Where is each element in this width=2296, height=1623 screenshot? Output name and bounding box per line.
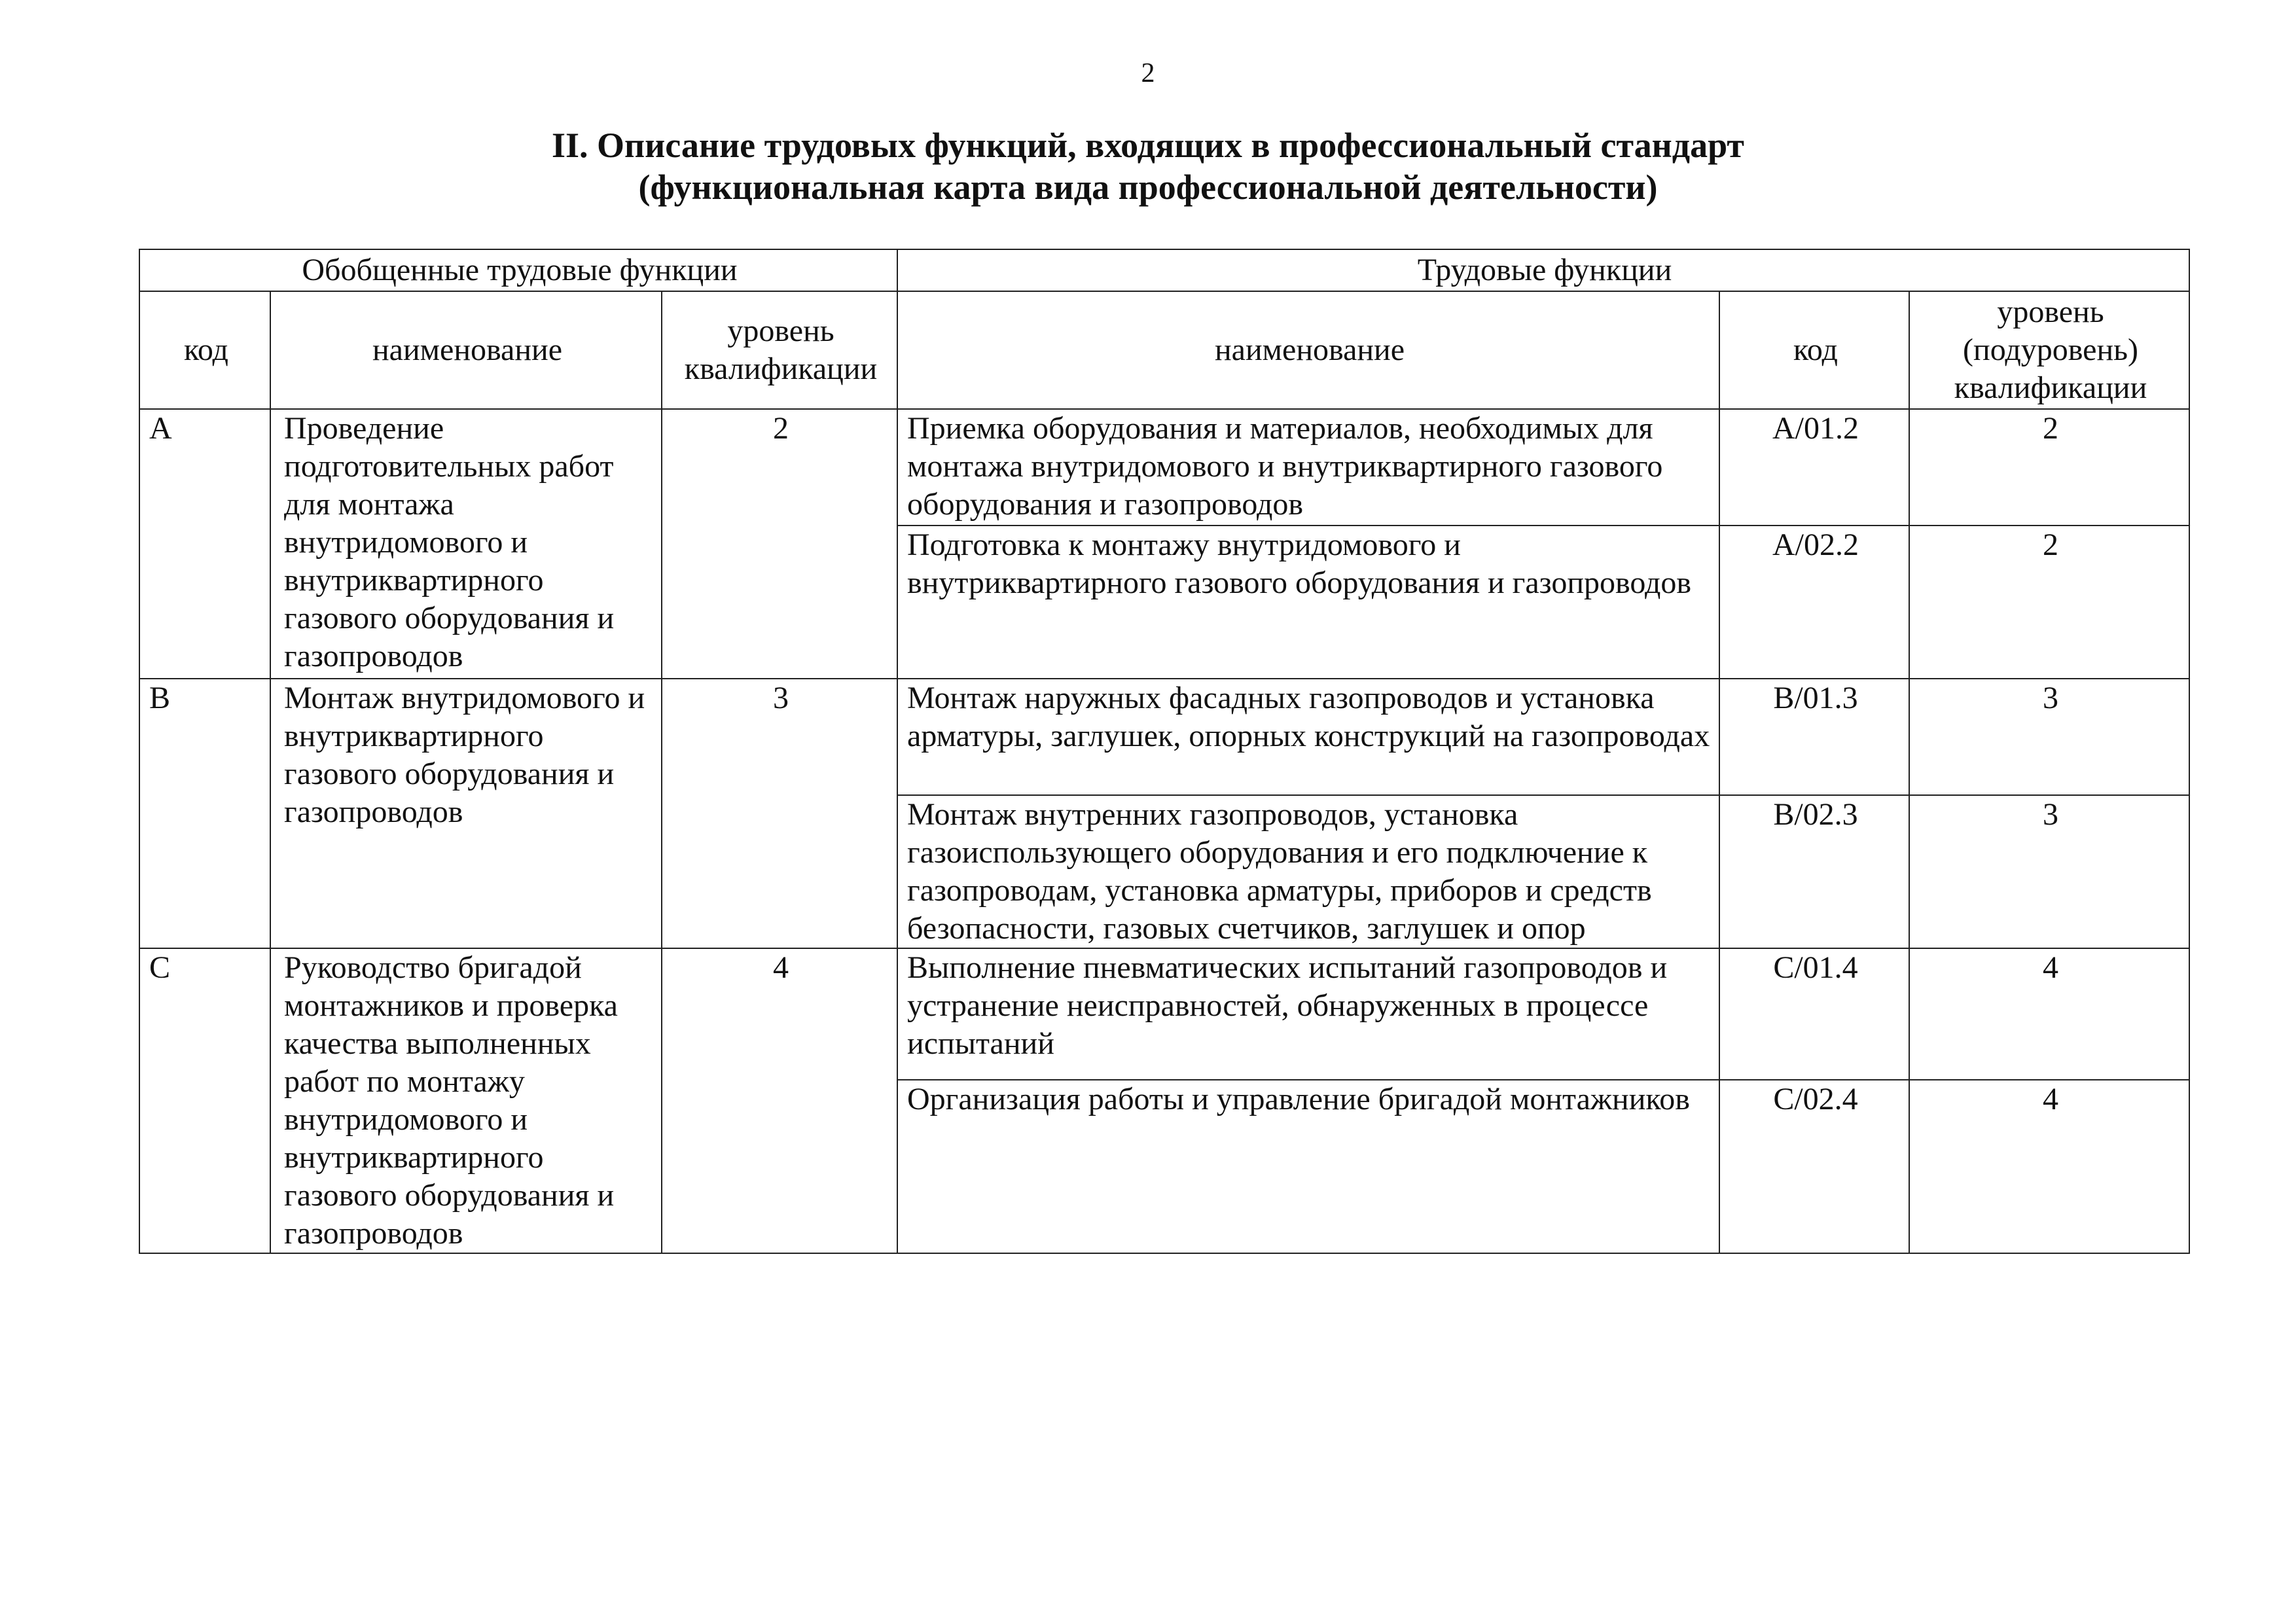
header-generalized-functions: Обобщенные трудовые функции	[139, 249, 897, 291]
tf-name-cell: Монтаж наружных фасадных газопроводов и установка арматуры, заглушек, опорных конструкций на газопроводах	[897, 679, 1719, 795]
gen-name-cell: Монтаж внутридомового и внутриквартирного газового оборудования и газопроводов	[270, 679, 662, 948]
tf-level-cell: 4	[1909, 948, 2189, 1080]
header-gen-level: уровень квалификации	[662, 291, 897, 409]
tf-name-cell: Приемка оборудования и материалов, необходимых для монтажа внутридомового и внутриквартирного газового оборудования и газопроводов	[897, 409, 1719, 526]
tf-code-cell: B/02.3	[1719, 795, 1909, 948]
tf-level-cell: 2	[1909, 526, 2189, 679]
gen-level-cell: 2	[662, 409, 897, 679]
tf-code-cell: B/01.3	[1719, 679, 1909, 795]
tf-code-cell: C/02.4	[1719, 1080, 1909, 1253]
tf-name-cell: Организация работы и управление бригадой монтажников	[897, 1080, 1719, 1253]
header-tf-name: наименование	[897, 291, 1719, 409]
table-row	[139, 679, 2189, 795]
tf-name-cell: Монтаж внутренних газопроводов, установка газоиспользующего оборудования и его подключение к газопроводам, установка арматуры, приборов и средств безопасности, газовых счетчиков, заглушек и опор	[897, 795, 1719, 948]
tf-level-cell: 3	[1909, 795, 2189, 948]
tf-name-cell: Подготовка к монтажу внутридомового и внутриквартирного газового оборудования и газопроводов	[897, 526, 1719, 679]
header-tf-code: код	[1719, 291, 1909, 409]
gen-code-cell: B	[139, 679, 270, 948]
gen-level-cell: 4	[662, 948, 897, 1253]
header-gen-name: наименование	[270, 291, 662, 409]
title-line-1: II. Описание трудовых функций, входящих в профессиональный стандарт	[552, 126, 1744, 165]
tf-name-cell: Выполнение пневматических испытаний газопроводов и устранение неисправностей, обнаруженных в процессе испытаний	[897, 948, 1719, 1080]
tf-code-cell: A/01.2	[1719, 409, 1909, 526]
gen-name-cell: Проведение подготовительных работ для монтажа внутридомового и внутриквартирного газового оборудования и газопроводов	[270, 409, 662, 679]
functional-map-table	[139, 249, 2190, 1254]
tf-level-cell: 4	[1909, 1080, 2189, 1253]
header-gen-code: код	[139, 291, 270, 409]
tf-level-cell: 3	[1909, 679, 2189, 795]
page-title	[0, 124, 2296, 208]
gen-level-cell: 3	[662, 679, 897, 948]
tf-code-cell: A/02.2	[1719, 526, 1909, 679]
gen-code-cell: A	[139, 409, 270, 679]
tf-code-cell: C/01.4	[1719, 948, 1909, 1080]
table-row	[139, 409, 2189, 526]
header-tf-level: уровень (подуровень) квалификации	[1909, 291, 2189, 409]
gen-name-cell: Руководство бригадой монтажников и проверка качества выполненных работ по монтажу внутридомового и внутриквартирного газового оборудования и газопроводов	[270, 948, 662, 1253]
page-number: 2	[1141, 58, 1155, 88]
tf-level-cell: 2	[1909, 409, 2189, 526]
table-row	[139, 948, 2189, 1080]
title-line-2: (функциональная карта вида профессиональной деятельности)	[638, 168, 1658, 207]
header-labor-functions: Трудовые функции	[897, 249, 2189, 291]
gen-code-cell: C	[139, 948, 270, 1253]
